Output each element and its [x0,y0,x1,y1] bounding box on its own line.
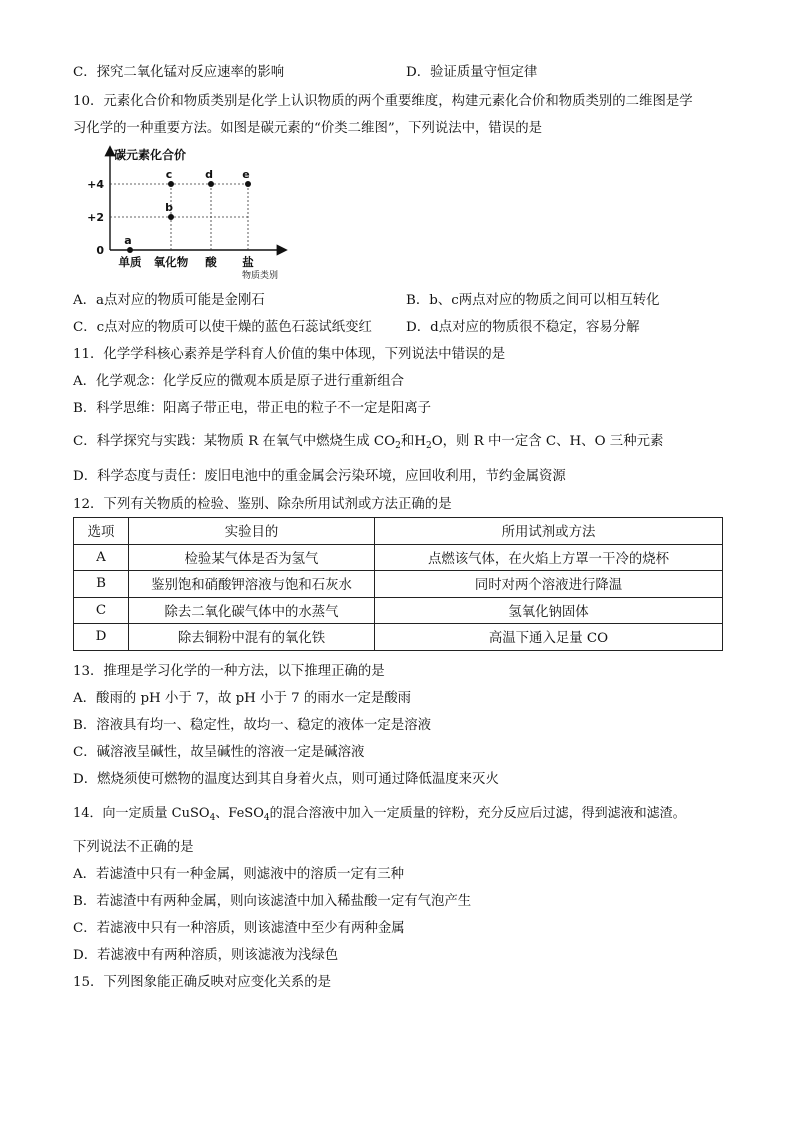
q10-stem-line2: 习化学的一种重要方法。如图是碳元素的“价类二维图”，下列说法中，错误的是 [73,121,542,136]
q10-option-d: D．d点对应的物质很不稳定，容易分解 [406,320,640,335]
q14-stem: 14．向一定质量 CuSO$_4$、FeSO$_4$的混合溶液中加入一定质量的锌粉，充分反应后过滤，得到滤液和滤渣。 [73,806,686,823]
x-tick-label: 单质 [118,255,142,269]
x-axis-title: 物质类别 [242,271,279,281]
row-option: C [74,597,129,624]
q12-table [73,517,723,651]
table-header-row [74,518,723,545]
row-method: 氢氧化钠固体 [375,597,723,624]
carbon-valence-chart [70,142,310,282]
row-method: 高温下通入足量 CO [375,624,723,651]
q11-stem: 11．化学学科核心素养是学科育人价值的集中体现，下列说法中错误的是 [73,347,506,362]
q12-stem: 12．下列有关物质的检验、鉴别、除杂所用试剂或方法正确的是 [73,497,452,512]
y-tick-label: +4 [87,178,104,191]
point-label-b: b [165,201,173,214]
row-purpose: 除去二氧化碳气体中的水蒸气 [129,597,375,624]
data-point-c [168,181,174,187]
point-label-e: e [242,168,250,181]
data-point-d [208,181,214,187]
q14-option-b: B．若滤渣中有两种金属，则向该滤渣中加入稀盐酸一定有气泡产生 [73,894,472,909]
q13-option-d: D．燃烧须使可燃物的温度达到其自身着火点，则可通过降低温度来灭火 [73,772,499,787]
y-tick-label: +2 [87,211,104,224]
row-option: D [74,624,129,651]
x-ticks [119,255,255,269]
q10-option-b: B．b、c两点对应的物质之间可以相互转化 [406,293,660,308]
point-label-a: a [124,234,132,247]
q11-option-b: B．科学思维：阳离子带正电，带正电的粒子不一定是阳离子 [73,401,431,416]
header-method: 所用试剂或方法 [375,518,723,545]
q13-option-b: B．溶液具有均一、稳定性，故均一、稳定的液体一定是溶液 [73,718,431,733]
point-label-c: c [165,168,173,181]
row-purpose: 除去铜粉中混有的氧化铁 [129,624,375,651]
row-purpose: 检验某气体是否为氢气 [129,544,375,571]
q15-stem: 15．下列图象能正确反映对应变化关系的是 [73,975,332,990]
data-points [124,168,251,253]
table-row [74,544,723,571]
row-option: B [74,571,129,598]
row-purpose: 鉴别饱和硝酸钾溶液与饱和石灰水 [129,571,375,598]
x-tick-label: 酸 [205,255,217,269]
y-tick-label: 0 [96,244,104,257]
x-tick-label: 氧化物 [153,255,189,269]
y-ticks [87,178,104,257]
table-row [74,571,723,598]
row-method: 同时对两个溶液进行降温 [375,571,723,598]
q10-stem-line1: 10．元素化合价和物质类别是化学上认识物质的两个重要维度，构建元素化合价和物质类别的二维图是学 [73,94,693,109]
q11-option-c: C．科学探究与实践：某物质 R 在氧气中燃烧生成 $CO_2$和$H_2O$，则 R 中一定含 C、H、O 三种元素 [73,434,664,451]
q14-option-a: A．若滤渣中只有一种金属，则滤液中的溶质一定有三种 [73,867,405,882]
y-axis-title: 碳元素化合价 [114,148,187,162]
q14-option-c: C．若滤液中只有一种溶质，则该滤渣中至少有两种金属 [73,921,405,936]
q10-option-c: C．c点对应的物质可以使干燥的蓝色石蕊试纸变红 [73,320,372,335]
table-row [74,597,723,624]
q11-option-d: D．科学态度与责任：废旧电池中的重金属会污染环境，应回收利用，节约金属资源 [73,469,566,484]
table-row [74,624,723,651]
data-point-b [168,214,174,220]
q11-option-a: A．化学观念：化学反应的微观本质是原子进行重新组合 [73,374,405,389]
q13-option-c: C．碱溶液呈碱性，故呈碱性的溶液一定是碱溶液 [73,745,365,760]
q13-stem: 13．推理是学习化学的一种方法，以下推理正确的是 [73,664,385,679]
point-label-d: d [205,168,213,181]
data-point-a [127,247,133,253]
q13-option-a: A．酸雨的 pH 小于 7，故 pH 小于 7 的雨水一定是酸雨 [73,691,412,706]
data-point-e [245,181,251,187]
x-tick-label: 盐 [242,255,254,269]
q10-option-a: A．a点对应的物质可能是金刚石 [73,293,265,308]
q9-option-d: D．验证质量守恒定律 [406,65,538,80]
q9-option-c: C．探究二氧化锰对反应速率的影响 [73,65,285,80]
q14-stem-line2: 下列说法不正确的是 [73,840,194,855]
header-option: 选项 [74,518,129,545]
row-option: A [74,544,129,571]
row-method: 点燃该气体，在火焰上方罩一干冷的烧杯 [375,544,723,571]
header-purpose: 实验目的 [129,518,375,545]
q14-option-d: D．若滤液中有两种溶质，则该滤液为浅绿色 [73,948,339,963]
